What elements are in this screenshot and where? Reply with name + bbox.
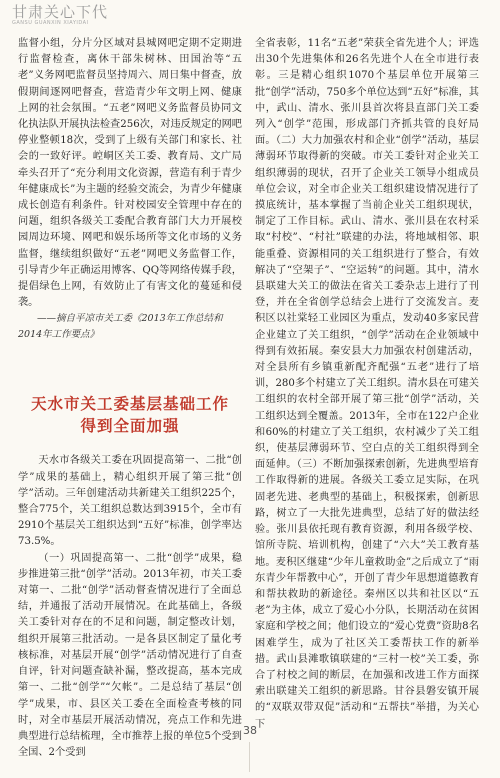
right-paragraph-1: 全省表彰，11名“五老”荣获全省先进个人；评选出30个先进集体和26名先进个人在全市进行表彰。三是精心组织1070个基层单位开展第三批“创学”活动，750多个单位达到“五好”标准，其中，武山、清水、张川县首次将县直部门关工委列入“创学”范围，形成部门齐抓共管的良好局面。（二）大力加强农村和企业“创学”活动，基层薄弱环节取得新的突破。市关工委针对企业关工组织薄弱的现状，召开了企业关工领导小组成员单位会议，对全市企业关工组织建设情况进行了摸底统计，基本掌握了当前企业关工组织现状，制定了工作目标。武山、清水、张川县在农村采取“村校”、“村社”联建的办法，将地域相邻、职能重叠、资源相同的关工组织进行了整合，有效解决了“空架子”、“空运转”的问题。其中，清水县联建大关工的做法在省关工委杂志上进行了刊登，并在全省创学总结会上进行了交流发言。麦积区以社棠轻工业园区为重点，发动40多家民营企业建立了关工组织，“创学”活动在企业领域中得到有效拓展。秦安县大力加强农村创建活动，对全县所有乡镇重新配齐配强“五老”进行了培训，280多个村建立了关工组织。清水县在可建关工组织的农村全部开展了第三批“创学”活动，关工组织达到全覆盖。2013年，全市在122户企业和60%的村建立了关工组织，农村减少了关工组织，使基层薄弱环节、空白点的关工组织得到全面延伸。（三）不断加强探索创新，先进典型培育工作取得新的进展。各级关工委立足实际，在巩固老先进、老典型的基础上，积极探索，创新思路，树立了一大批先进典型，总结了好的做法经验。张川县依托现有教育资源，利用各级学校、馆所寺院、培训机构，创建了“六大”关工教育基地。麦积区继建“少年儿童救助金”之后成立了“雨东青少年帮教中心”，开创了青少年思想道德教育和帮扶救助的新途径。秦州区以共和社区以“五老”为主体，成立了爱心小分队，长期活动在贫困家庭和学校之间；他们设立的“爱心党费”资助8名困难学生，成为了社区关工委帮扶工作的新举措。武山县滩歌镇联建的“三村一校”关工委，弥合了村校之间的断层，在加强和改进工作方面探索出联建关工组织的新思路。甘谷县磐安镇开展的“双联双带双促”活动和“五帮扶”举措，为关心下 [255, 38, 479, 730]
left-paragraph-3: （一）巩固提高第一、二批“创学”成果，稳步推进第三批“创学”活动。2013年初，市关工委对第一、二批“创学”活动督查情况进行了全面总结，并通报了活动开展情况。在此基础上，各级关工委针对存在的不足和问题，制定整改计划，组织开展第三批活动。一是各县区制定了量化考核标准，对基层开展“创学”活动情况进行了自查自评，针对问题查缺补漏，整改提高，基本完成第一、二批“创学”“欠帐”。二是总结了基层“创学”成果，市、县区关工委在全面检查考核的同时，对全市基层开展活动情况，亮点工作和先进典型进行总结梳理，全市推荐上报的单位5个受到全国、2个受到 [18, 552, 242, 759]
article-headline [18, 393, 242, 437]
left-paragraph-1: 监督小组，分片分区域对县城网吧定期不定期进行监督检查，离休干部朱树林、田国治等“五老”义务网吧监督员坚持周六、周日集中督查，放假期间逐网吧督查，营造青少年文明上网、健康上网的社会氛围。“五老”网吧义务监督员协同文化执法队开展执法检查256次，对违反规定的网吧停业整顿18次，受到了上级有关部门和家长、社会的一致好评。崆峒区关工委、教育局、文广局牵头召开了“充分利用文化资源，营造有利于青少年健康成长”为主题的经验交流会，为青少年健康成长创造有利条件。针对校园安全管理中存在的问题，组织各级关工委配合教育部门大力开展校园周边环境、网吧和娱乐场所等文化市场的义务监督，继续组织做好“五老”网吧义务监督工作，引导青少年正确运用博客、QQ等网络传媒手段，提倡绿色上网，有效防止了有害文化的蔓延和侵袭。 [18, 38, 242, 309]
right-column [255, 36, 479, 733]
logo-subtitle: GANSU GUANXIN XIAYIDAI [12, 20, 89, 26]
headline-line-1: 天水市关工委基层基础工作 [30, 394, 229, 414]
logo-text: 甘肃关心下代 [12, 3, 109, 21]
source-citation: ——摘自平凉市关工委《2013年工作总结和2014年工作要点》 [18, 313, 223, 341]
headline-line-2: 得到全面加强 [80, 416, 180, 436]
left-column [18, 36, 242, 761]
page-divider-line [249, 742, 250, 772]
left-paragraph-2: 天水市各级关工委在巩固提高第一、二批“创学”成果的基础上，精心组织开展了第三批“创学”活动。三年创建活动共新建关工组织225个，整合775个，关工组织总数达到3915个，全市有2910个基层关工组织达到“五好”标准，创学率达73.5%。 [18, 455, 242, 548]
page-number: 38 [243, 724, 257, 737]
masthead-logo [12, 3, 109, 32]
